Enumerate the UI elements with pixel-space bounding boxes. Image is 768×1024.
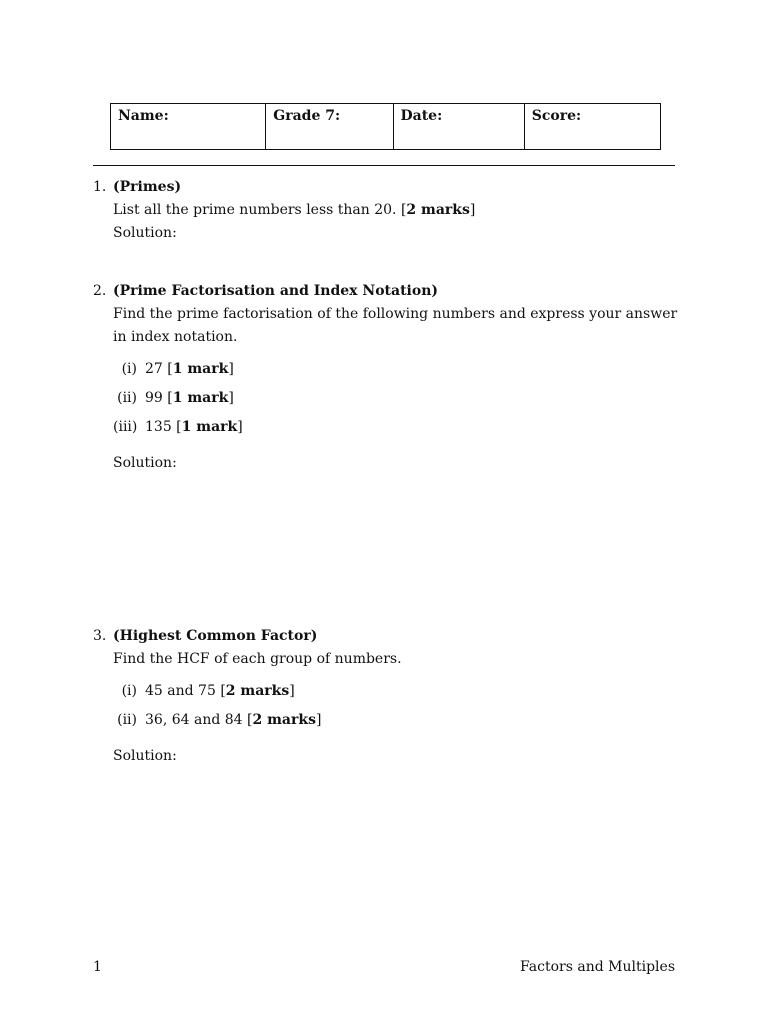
part-label: (ii) (117, 712, 137, 728)
question-3 (93, 625, 683, 768)
question-number: 1. (93, 179, 107, 195)
question-number: 3. (93, 628, 107, 644)
question-title: (Prime Factorisation and Index Notation) (113, 283, 438, 299)
solution-label: Solution: (113, 455, 177, 471)
question-part (113, 417, 683, 446)
part-label: (i) (121, 361, 137, 377)
question-part (113, 388, 683, 417)
part-text: 45 and 75 [2 marks] (145, 683, 295, 699)
question-text: List all the prime numbers less than 20. [2 marks] (113, 202, 476, 218)
question-text: Find the HCF of each group of numbers. (113, 651, 402, 667)
question-1 (93, 176, 683, 245)
name-cell: Name: (111, 104, 266, 150)
score-cell: Score: (524, 104, 660, 150)
solution-label: Solution: (113, 748, 177, 764)
student-info-table (110, 103, 661, 150)
question-title: (Highest Common Factor) (113, 628, 318, 644)
question-title: (Primes) (113, 179, 182, 195)
question-text: Find the prime factorisation of the following numbers and express your answer in index notation. (113, 306, 678, 345)
header-divider (93, 165, 675, 166)
page-number: 1 (93, 959, 102, 975)
question-part (113, 681, 683, 710)
solution-label: Solution: (113, 225, 177, 241)
question-part (113, 710, 683, 739)
marks: 2 marks (406, 202, 470, 218)
question-part (113, 359, 683, 388)
date-cell: Date: (393, 104, 524, 150)
question-parts (113, 359, 683, 446)
part-label: (i) (121, 683, 137, 699)
part-text: 99 [1 mark] (145, 390, 234, 406)
grade-cell: Grade 7: (266, 104, 393, 150)
part-label: (iii) (113, 419, 138, 435)
footer-topic: Factors and Multiples (520, 959, 675, 975)
question-2 (93, 280, 683, 475)
part-text: 36, 64 and 84 [2 marks] (145, 712, 322, 728)
question-parts (113, 681, 683, 739)
part-text: 27 [1 mark] (145, 361, 234, 377)
part-text: 135 [1 mark] (145, 419, 243, 435)
question-number: 2. (93, 283, 107, 299)
part-label: (ii) (117, 390, 137, 406)
